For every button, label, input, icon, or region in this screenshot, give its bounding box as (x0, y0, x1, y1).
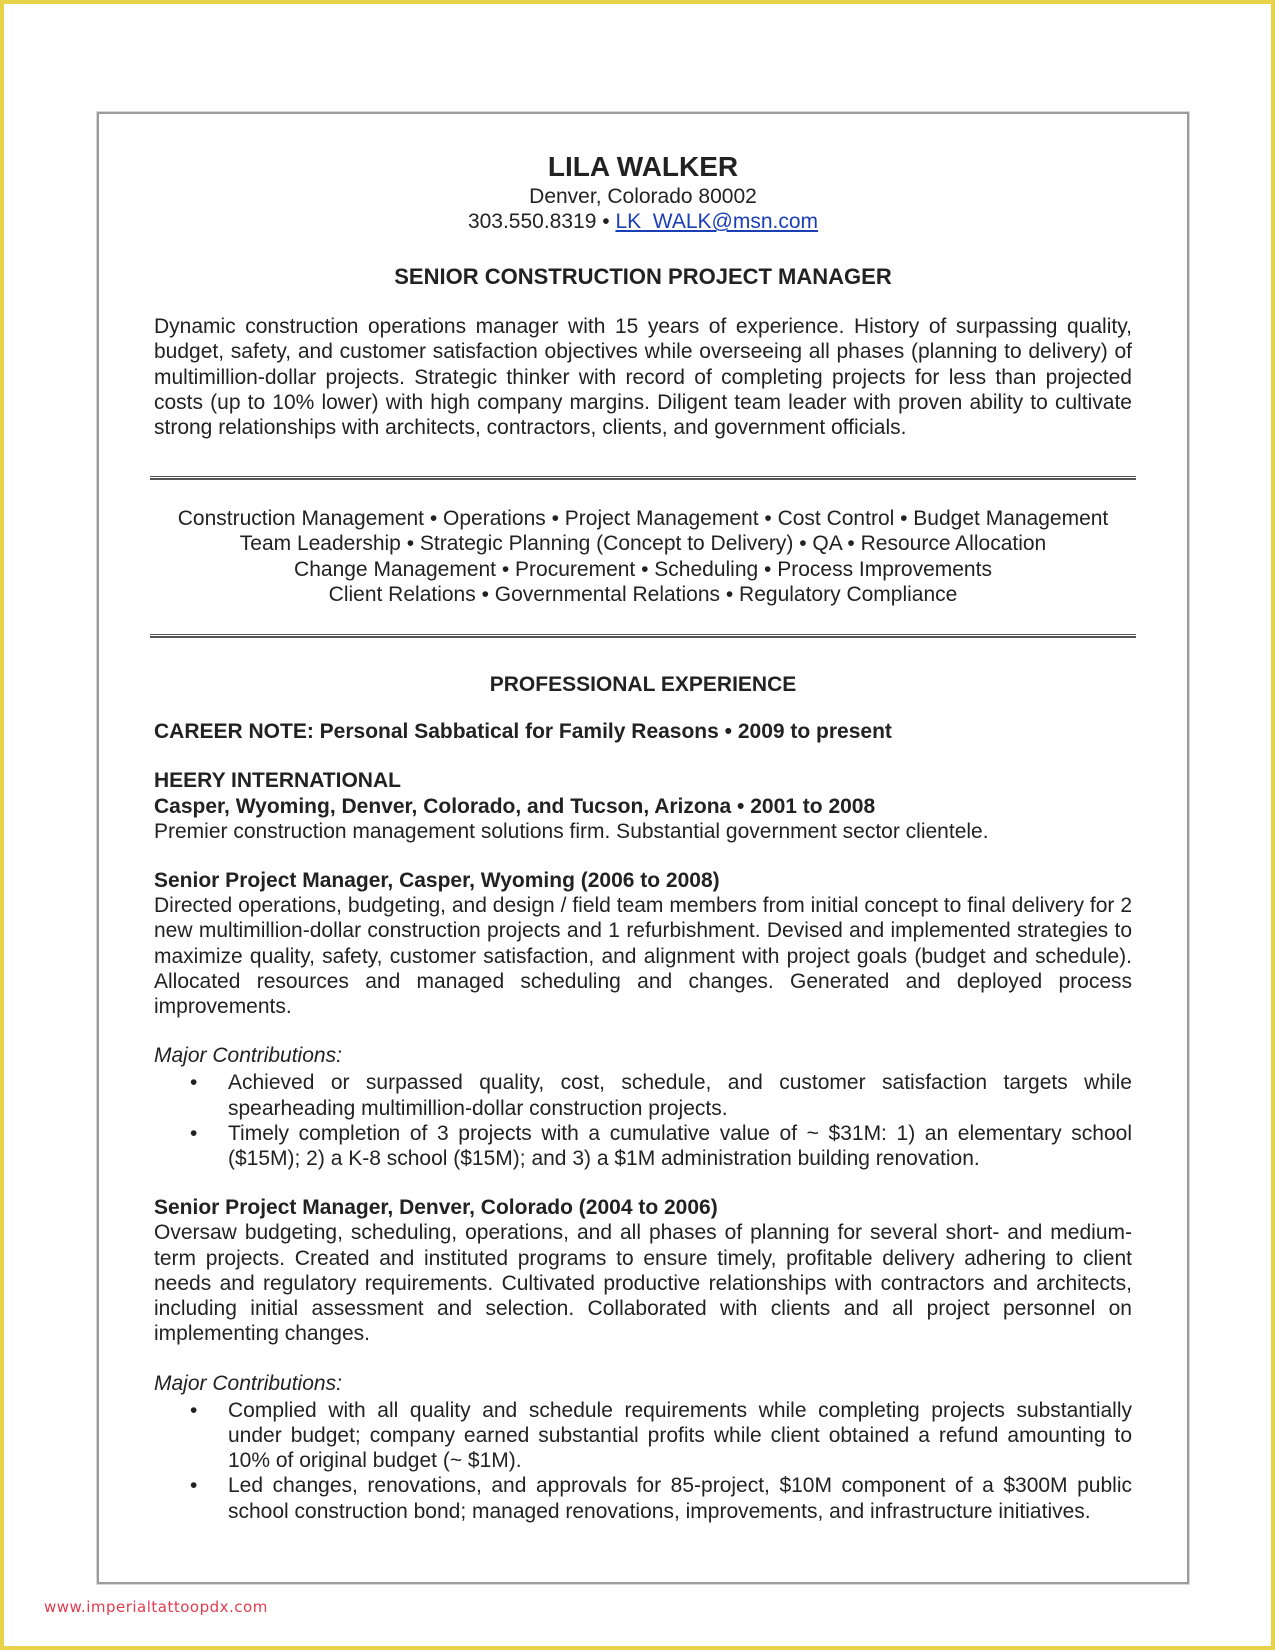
bullet: • (190, 1071, 198, 1095)
divider-bottom (150, 634, 1136, 638)
job-description: Oversaw budgeting, scheduling, operations, and all phases of planning for several short- and medium-term projects. Created and instituted programs to ensure timely, profitable delivery adhering to client needs and regulatory requirements. Cultivated productive relationships with contractors and architects, including initial assessment and selection. Collaborated with clients and all project personnel on implementing changes. (154, 1221, 1132, 1346)
list-item-text: Led changes, renovations, and approvals for 85-project, $10M component of a $300M public school construction bond; managed renovations, improvements, and infrastructure initiatives. (228, 1474, 1132, 1523)
list-item-text: Timely completion of 3 projects with a cumulative value of ~ $31M: 1) an elementary school ($15M); 2) a K-8 school ($15M); and 3) a $1M administration building renovation. (228, 1121, 1132, 1171)
phone-number: 303.550.8319 • (467, 210, 610, 233)
list-item (190, 1070, 1132, 1120)
contributions-label: Major Contributions: (154, 1371, 342, 1395)
bullet: • (190, 1398, 198, 1422)
skills-line: Change Management • Procurement • Scheduling • Process Improvements (294, 557, 992, 581)
job-title: Senior Project Manager, Casper, Wyoming (2006 to 2008) (154, 869, 720, 893)
skills-block (154, 506, 1132, 607)
divider-top (150, 476, 1136, 480)
list-item-text: Achieved or surpassed quality, cost, schedule, and customer satisfaction targets while spearheading multimillion-dollar construction projects. (228, 1071, 1132, 1120)
candidate-location: Denver, Colorado 80002 (529, 185, 757, 208)
skills-line: Construction Management • Operations • Project Management • Cost Control • Budget Management (177, 507, 1109, 531)
list-item (190, 1398, 1132, 1474)
company-description: Premier construction management solutions firm. Substantial government sector clientele. (154, 819, 989, 843)
contributions-list (154, 1398, 1132, 1524)
company-locations: Casper, Wyoming, Denver, Colorado, and Tucson, Arizona • 2001 to 2008 (154, 794, 876, 818)
skills-line: Team Leadership • Strategic Planning (Concept to Delivery) • QA • Resource Allocation (239, 532, 1047, 556)
list-item-text: Complied with all quality and schedule requirements while completing projects substantially under budget; company earned substantial profits while client obtained a refund amounting to 10% of original budget (~ $1M). (228, 1398, 1132, 1473)
resume-page (97, 112, 1189, 1584)
contact-line (154, 209, 1132, 234)
list-item (190, 1473, 1132, 1523)
career-note: CAREER NOTE: Personal Sabbatical for Family Reasons • 2009 to present (154, 720, 892, 744)
bullet: • (190, 1474, 198, 1498)
skills-line: Client Relations • Governmental Relations • Regulatory Compliance (328, 582, 958, 606)
contributions-list (154, 1070, 1132, 1171)
contributions-label: Major Contributions: (154, 1044, 342, 1068)
watermark-text: www.imperialtattoopdx.com (44, 1598, 268, 1616)
job-title: Senior Project Manager, Denver, Colorado (2004 to 2006) (154, 1196, 718, 1220)
candidate-name: LILA WALKER (547, 151, 739, 182)
list-item (190, 1121, 1132, 1171)
bullet: • (190, 1121, 198, 1145)
job-description: Directed operations, budgeting, and design / field team members from initial concept to final delivery for 2 new multimillion-dollar construction projects and 1 refurbishment. Devised and implemented strategies to maximize quality, safety, customer satisfaction, and alignment with project goals (budget and schedule). Allocated resources and managed scheduling and changes. Generated and deployed process improvements. (154, 894, 1132, 1019)
email-link[interactable]: LK_WALK@msn.com (615, 210, 819, 233)
summary-paragraph: Dynamic construction operations manager with 15 years of experience. History of surpassing quality, budget, safety, and customer satisfaction objectives while overseeing all phases (planning to delivery) of multimillion-dollar projects. Strategic thinker with record of completing projects for less than projected costs (up to 10% lower) with high company margins. Diligent team leader with proven ability to cultivate strong relationships with architects, contractors, clients, and government officials. (154, 315, 1132, 440)
experience-heading: PROFESSIONAL EXPERIENCE (489, 673, 797, 697)
resume-content (154, 144, 1132, 1524)
company-name: HEERY INTERNATIONAL (154, 769, 401, 793)
job-title-heading: SENIOR CONSTRUCTION PROJECT MANAGER (394, 264, 892, 289)
